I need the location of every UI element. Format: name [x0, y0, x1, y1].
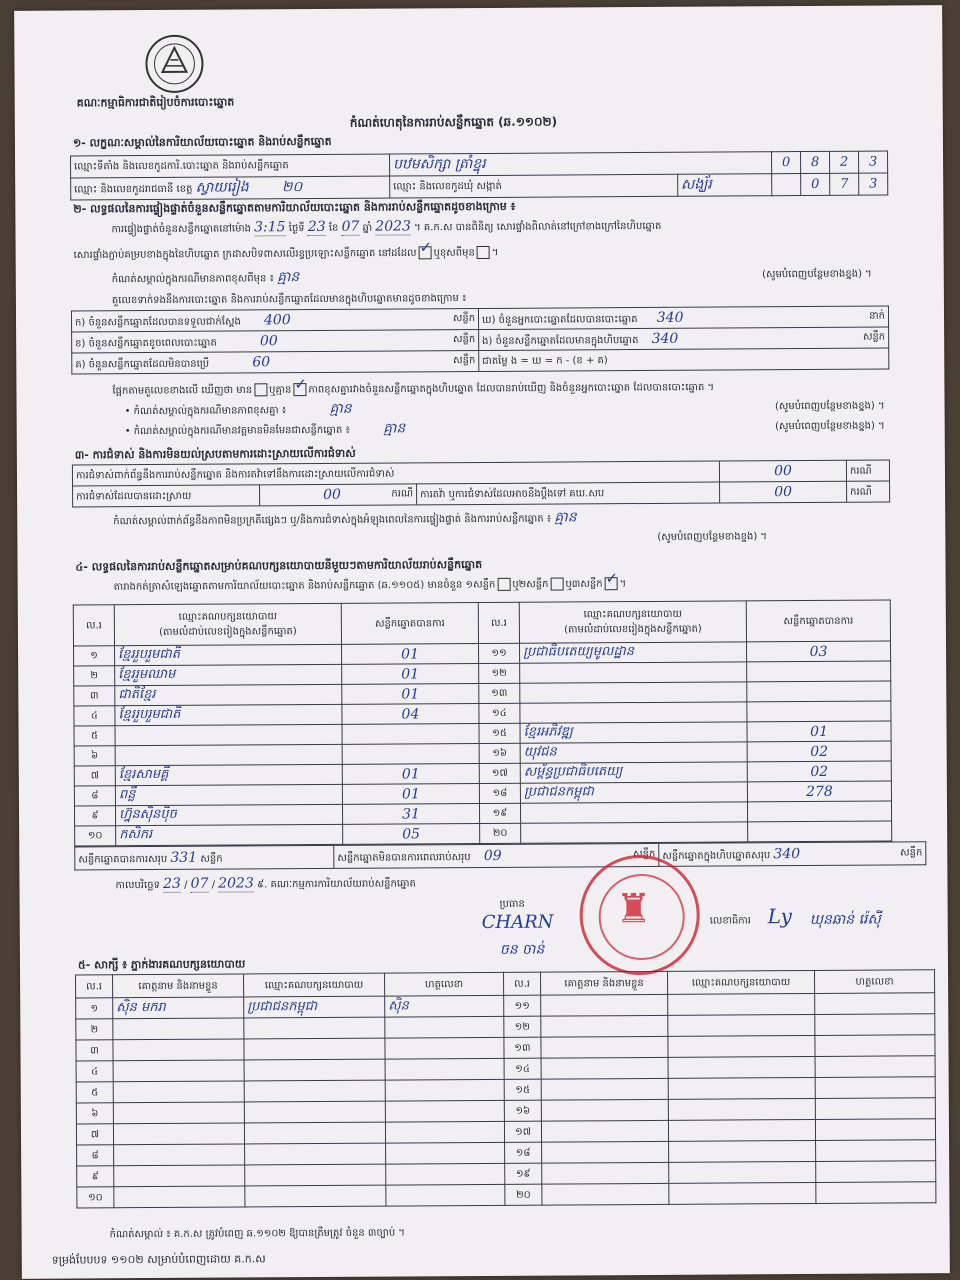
row-no	[74, 786, 115, 806]
party-results-table: ល.រ ឈ្មោះគណបក្សនយោបាយ (តាមលំដាប់លេខរៀងក្នុងសន្លឹកឆ្នោត) សន្លឹកឆ្នោតបានការ ល.រ ឈ្មោះគណបក្សនយោបាយ (តាមលំដាប់លេខរៀងក្នុងសន្លឹកឆ្នោត) សន្លឹកឆ្នោតបានការ ១ ខ្មែររួបរួមជាតិ 01 ១១ ប្រជាធិបតេយ្យមូលដ្ឋាន 03 ២ ខ្មែររួមឈាម 01 ១២ ៣ ជាតិខ្មែរ 01 ១៣ ៤ ខ្មែររួបរួមជាតិ 04 ១៤ ៥ ១៥ ខ្មែរអភិវឌ្ឍ 01 ៦ ១៦ យុវជន 02 ៧ ខ្មែរសាមគ្គី 01 ១៧ សម្ព័ន្ធប្រជាធិបតេយ្យ 02 ៨ ពន្លឺ 01 ១៨ ប្រជាជនកម្ពុជា 278 ៩ ហ្វ៊ុនស៊ិនប៉ិច 31 ១៩ ១០ កសិករ 05 ២០	[73, 600, 892, 847]
secretary-name: ឃុនឆាន់ រ៉េស៊ី	[809, 911, 881, 929]
row-no	[479, 703, 520, 723]
witness-party	[244, 1101, 385, 1123]
party-name	[520, 742, 747, 763]
party-name	[520, 662, 747, 683]
party-votes-text: 31	[402, 805, 421, 822]
witness-party	[245, 1164, 386, 1186]
seal-note: កំណត់សម្គាល់ក្នុងករណីមានភាពខុសពីមុន ៖ គ្មាន (សូមបំពេញបន្ថែមខាងខ្នង) ។	[111, 268, 872, 286]
row-no-text: ៣	[90, 1044, 99, 1056]
row-no	[74, 726, 115, 746]
witness-signature	[385, 1121, 504, 1143]
row-no	[74, 666, 115, 686]
secretary-title: លេខាធិការ	[709, 915, 752, 927]
form-footer: ទម្រង់បែបបទ ១១០២ សម្រាប់បំពេញដោយ គ.ក.ស	[51, 1252, 266, 1267]
party-votes	[342, 744, 479, 765]
complaints-note-end: (សូមបំពេញបន្ថែមខាងខ្នង) ។	[657, 531, 768, 543]
party-name	[115, 744, 342, 765]
date-line: កាលបរិច្ឆេទ 23 / 07 / 2023 ៩. គណៈកម្មការការិយាល័យរាប់សន្លឹកឆ្នោត	[115, 875, 416, 892]
party-votes	[342, 784, 479, 805]
three-sheets-checkbox[interactable]	[605, 577, 618, 590]
row-no-text: ១៤	[492, 707, 507, 719]
party-votes	[342, 644, 479, 665]
witness-party	[244, 1122, 385, 1144]
row-no	[77, 1187, 114, 1208]
row-no	[479, 643, 520, 663]
party-votes-text: 278	[805, 783, 833, 800]
row-no	[505, 1163, 542, 1184]
witness-party	[668, 1014, 815, 1036]
section-3-heading: ៣- ការជំទាស់ និងការមិនយល់ស្របតាមការដោះស្រាយលើការជំទាស់	[74, 446, 356, 462]
row-no-text: ២	[90, 1023, 99, 1035]
row-no-text: ១៩	[492, 807, 508, 819]
witness-name	[542, 1141, 669, 1163]
witness-signature	[386, 1184, 505, 1206]
row-no	[74, 646, 115, 666]
commune-label: ឈ្មោះ និងលេខកូដឃុំ សង្កាត់	[390, 174, 678, 198]
official-stamp: ♜	[579, 855, 700, 976]
party-name	[520, 682, 747, 703]
party-name	[115, 664, 342, 685]
party-name-text: ខ្មែររួបរួមជាតិ	[118, 706, 181, 723]
row-no	[504, 1058, 541, 1079]
party-name	[520, 802, 747, 823]
party-name	[520, 762, 747, 783]
witness-signature	[815, 1014, 935, 1036]
party-name	[115, 724, 342, 745]
witness-signature	[385, 1016, 504, 1038]
party-name-text: ហ្វ៊ុនស៊ិនប៉ិច	[119, 806, 177, 823]
results-summary: សន្លឹកឆ្នោតបានការសរុប 331 សន្លឹក សន្លឹកឆ្នោតមិនបានការពេលរាប់សរុប 09 សន្លឹក សន្លឹកឆ្នោតក្នុងហិបឆ្នោតសរុប 340 សន្លឹក	[74, 841, 926, 870]
party-name	[520, 722, 747, 743]
party-votes	[747, 801, 891, 822]
party-votes	[342, 664, 479, 685]
witness-table: ល.រ គោត្តនាម និងនាមខ្លួន ឈ្មោះគណបក្សនយោបាយ ហត្ថលេខា ល.រ គោត្តនាម និងនាមខ្លួន ឈ្មោះគណបក្សនយោបាយ ហត្ថលេខា ១ ស៊ិន មករា ប្រជាជនកម្ពុជា ស៊ិន ១១ ២ ១២ ៣ ១៣ ៤ ១៤ ៥ ១៥ ៦ ១៦ ៧ ១៧ ៨ ១៨ ៩ ១៩ ១០ ២០	[75, 969, 936, 1208]
party-votes-text: 02	[810, 763, 829, 780]
witness-name	[541, 1057, 668, 1079]
row-no-text: ៨	[91, 1149, 99, 1161]
witness-signature	[815, 993, 935, 1015]
party-name-text: សម្ព័ន្ធប្រជាធិបតេយ្យ	[523, 764, 623, 780]
row-no-text: ១១	[514, 1000, 530, 1012]
witness-party	[669, 1182, 816, 1204]
row-no	[505, 1184, 542, 1205]
witness-party	[669, 1161, 816, 1183]
witness-party	[244, 1059, 385, 1081]
row-no	[504, 1079, 541, 1100]
witness-signature-text: ស៊ិន	[388, 997, 409, 1014]
party-votes-text: 04	[401, 705, 420, 722]
party-name	[115, 784, 342, 805]
row-no	[479, 783, 520, 803]
row-no-text: ៧	[90, 770, 99, 782]
row-no-text: ១៨	[492, 787, 508, 799]
section-2-heading: ២- លទ្ធផលនៃការផ្ទៀងផ្ទាត់ចំនួនសន្លឹកឆ្នោតតាមការិយាល័យបោះឆ្នោត និងការរាប់សន្លឹកឆ្នោតដូចខាងក្រោម ៖	[73, 199, 516, 216]
witness-name	[113, 1018, 244, 1040]
row-no-text: ៤	[91, 1065, 99, 1077]
complaints-table: ការជំទាស់ពាក់ព័ន្ធនឹងការរាប់សន្លឹកឆ្នោត និងការតវ៉ាទៅនឹងការដោះស្រាយលើការជំទាស់ 00 ករណី ការជំទាស់ដែលបានដោះស្រាយ 00 ករណី ការតវ៉ា ឬការជំទាស់ដែលអាចនឹងប្តឹងទៅ គឃ.សប 00 ករណី	[72, 460, 890, 508]
row-no	[76, 1040, 113, 1061]
row-no-text: ១៥	[492, 727, 507, 739]
secretary-signature: Ly	[767, 904, 792, 929]
witness-name	[541, 1015, 668, 1037]
witness-signature	[386, 1142, 505, 1164]
location-label: ឈ្មោះទីតាំង និងលេខកូដការិ.បោះឆ្នោត និងរាប់សន្លឹកឆ្នោត	[71, 154, 390, 178]
party-votes-text: 01	[401, 645, 420, 662]
row-no-text: ៨	[91, 790, 99, 802]
party-name-text: ជាតិខ្មែរ	[118, 686, 156, 703]
row-no-text: ២០	[516, 1189, 531, 1201]
witness-party	[668, 1098, 815, 1120]
row-no-text: ៦	[91, 750, 99, 762]
row-no	[479, 763, 520, 783]
party-votes	[342, 764, 479, 785]
location-value: បឋមសិក្សា ត្រាំខ្នុរ	[390, 152, 772, 176]
row-no	[479, 663, 520, 683]
row-no	[504, 1037, 541, 1058]
witness-signature	[815, 1098, 935, 1120]
form-page	[14, 5, 950, 1279]
witness-name	[541, 1099, 668, 1121]
section-5-heading: ៥- សាក្សី ៖ ភ្នាក់ងារគណបក្សនយោបាយ	[77, 957, 246, 972]
one-sheet-checkbox[interactable]	[497, 578, 510, 591]
two-sheets-checkbox[interactable]	[550, 578, 563, 591]
party-name	[520, 702, 747, 723]
witness-name	[113, 1081, 244, 1103]
row-no-text: ៧	[90, 1128, 100, 1140]
party-name	[115, 644, 342, 665]
discrepancy-line: ផ្អែកតាមតួលេខខាងលើ ឃើញថា មាន ឬគ្មាន✓ ភាពខុសគ្នារវាងចំនួនសន្លឹកឆ្នោតក្នុងហិបឆ្នោត ដែលបានរាប់ឃើញ និងចំនួនអ្នកបោះឆ្នោត ដែលបានបោះឆ្នោត ។	[112, 381, 714, 398]
row-no-text: ៥	[90, 730, 99, 742]
witness-name	[542, 1183, 669, 1205]
party-name	[520, 782, 747, 803]
row-no	[74, 706, 115, 726]
non-ballot-note: • កំណត់សម្គាល់ក្នុងករណីមានវត្តមានមិនមែនជាសន្លឹកឆ្នោត ៖ គ្មាន (សូមបំពេញបន្ថែមខាងខ្នង) ។	[124, 420, 885, 438]
row-no-text: ២	[90, 670, 99, 682]
party-votes	[747, 681, 891, 702]
party-votes-text: 03	[809, 643, 828, 660]
party-votes	[342, 724, 479, 745]
row-no	[76, 998, 113, 1019]
witness-name	[113, 1039, 244, 1061]
row-no-text: ១៤	[515, 1063, 530, 1075]
row-no-text: ១៨	[515, 1147, 531, 1159]
tally-sheet-line: តារាងកត់ត្រាសំឡេងឆ្នោតតាមការិយាល័យបោះឆ្នោត និងរាប់សន្លឹកឆ្នោត (ឆ.១១០៥) មានចំនួន ១សន្លឹក ឬ២សន្លឹក ឬ៣សន្លឹក✓ ។	[114, 577, 627, 594]
party-votes-text: 05	[402, 825, 421, 842]
row-no-text: ៦	[91, 1107, 99, 1119]
row-no	[504, 995, 541, 1016]
row-no	[504, 1100, 541, 1121]
witness-body	[76, 993, 936, 1208]
witness-signature	[816, 1161, 936, 1183]
row-no-text: ៣	[90, 690, 99, 702]
chair-title: ប្រធាន	[499, 898, 525, 910]
row-no-text: ១៣	[514, 1042, 531, 1054]
party-name-text: ខ្មែរសាមគ្គី	[118, 766, 169, 783]
witness-party	[668, 1077, 815, 1099]
witness-signature	[815, 1077, 935, 1099]
row-no-text: ១	[90, 650, 98, 662]
row-no-text: ១៧	[515, 1126, 531, 1138]
row-no	[76, 1061, 113, 1082]
witness-party	[668, 993, 815, 1015]
party-name-text: ខ្មែរអភិវឌ្ឍ	[523, 724, 573, 740]
row-no-text: ១	[90, 1002, 99, 1014]
no-discrepancy-checkbox[interactable]	[293, 383, 306, 396]
has-discrepancy-checkbox[interactable]	[254, 383, 267, 396]
party-votes-text: 01	[810, 723, 829, 740]
party-name-text: យុវជន	[523, 744, 557, 760]
footer-note: កំណត់សម្គាល់ ៖ គ.ក.ស ត្រូវបំពេញ ឆ.១១០២ ឱ្យបានត្រឹមត្រូវ ចំនួន ៣ច្បាប់ ។	[109, 1227, 405, 1241]
party-votes	[748, 821, 892, 842]
chair-signature: CHARN	[481, 911, 554, 934]
discrepancy-note: • កំណត់សម្គាល់ក្នុងករណីមានភាពខុសគ្នា ៖ គ្មាន (សូមបំពេញបន្ថែមខាងខ្នង) ។	[124, 400, 885, 418]
witness-name	[541, 1078, 668, 1100]
witness-row	[77, 1182, 936, 1208]
witness-name	[541, 1120, 668, 1142]
row-no	[479, 723, 520, 743]
row-no-text: ៤	[90, 710, 99, 722]
party-votes	[747, 641, 891, 662]
org-name: គណៈកម្មាធិការជាតិរៀបចំការបោះឆ្នោត	[76, 95, 235, 110]
party-name	[521, 822, 748, 843]
party-name	[520, 642, 747, 663]
row-no	[74, 746, 115, 766]
row-no	[479, 683, 520, 703]
witness-signature	[816, 1182, 936, 1204]
witness-signature	[816, 1140, 936, 1162]
row-no	[504, 1016, 541, 1037]
row-no-text: ៩	[91, 1170, 99, 1182]
row-no-text: ១១	[491, 647, 507, 659]
row-no	[505, 1142, 542, 1163]
witness-name-text: ស៊ិន មករា	[116, 999, 166, 1015]
party-votes-text: 01	[401, 785, 420, 802]
row-no	[76, 1124, 113, 1145]
row-no-text: ១២	[491, 667, 507, 679]
party-votes	[747, 781, 891, 802]
row-no	[76, 1082, 113, 1103]
row-no	[74, 766, 115, 786]
row-no-text: ១៦	[492, 747, 508, 759]
witness-signature	[815, 1119, 935, 1141]
row-no-text: ៥	[91, 1086, 99, 1098]
row-no	[74, 806, 115, 826]
party-name-text: កសិករ	[119, 827, 153, 843]
witness-signature	[386, 1163, 505, 1185]
party-name-text: ប្រជាជនកម្ពុជា	[523, 784, 594, 800]
witness-party	[244, 1017, 385, 1039]
party-votes	[747, 761, 891, 782]
party-votes-text: 01	[401, 685, 420, 702]
witness-party	[245, 1185, 386, 1207]
witness-party	[245, 1143, 386, 1165]
witness-party	[668, 1035, 815, 1057]
location-table: ឈ្មោះទីតាំង និងលេខកូដការិ.បោះឆ្នោត និងរាប់សន្លឹកឆ្នោត បឋមសិក្សា ត្រាំខ្នុរ 0 8 2 3 ឈ្មោះ និងលេខកូដរាជធានី ខេត្ត ស្វាយរៀង ២០ ឈ្មោះ និងលេខកូដឃុំ សង្កាត់ សង្ឃ័រ 0 7 3	[70, 151, 888, 201]
witness-name	[113, 1060, 244, 1082]
party-name	[115, 804, 342, 825]
verification-line: ការផ្ទៀងផ្ទាត់ចំនួនសន្លឹកឆ្នោតនៅម៉ោង 3:15 ថ្ងៃទី 23 ខែ 07 ឆ្នាំ 2023 ។ គ.ក.ស បានពិនិត្យ សោរផ្ទាំងពិលាត់នៅក្រៅខាងក្រៅនៃហិបឆ្នោត	[111, 218, 662, 236]
party-name-text: ខ្មែររួបរួមជាតិ	[118, 646, 181, 663]
row-no	[77, 1166, 114, 1187]
changed-checkbox[interactable]	[477, 246, 490, 259]
row-no-text: ២០	[492, 827, 508, 839]
party-votes	[343, 824, 480, 845]
row-no	[75, 826, 116, 846]
row-no-text: ១៩	[515, 1168, 531, 1180]
party-votes	[747, 661, 891, 682]
row-no	[76, 1103, 113, 1124]
witness-party	[244, 996, 385, 1018]
form-title: កំណត់ហេតុនៃការរាប់សន្លឹកឆ្នោត (ឆ.១១០២)	[349, 114, 558, 130]
party-votes	[342, 704, 479, 725]
province-label: ឈ្មោះ និងលេខកូដរាជធានី ខេត្ត ស្វាយរៀង ២០	[71, 176, 390, 200]
row-no-text: ១២	[514, 1021, 530, 1033]
figures-intro: តួលេខទាក់ទងនឹងការបោះឆ្នោត និងការរាប់សន្លឹកឆ្នោតដែលមានក្នុងហិបឆ្នោតមានដូចខាងក្រោម ៖	[111, 293, 467, 307]
witness-signature	[385, 1100, 504, 1122]
party-name	[115, 684, 342, 705]
section-4-heading: ៤- លទ្ធផលនៃការរាប់សន្លឹកឆ្នោតសម្រាប់គណបក្សនយោបាយនីមួយៗតាមការិយាល័យរាប់សន្លឹកឆ្នោត	[75, 557, 483, 574]
row-no	[479, 803, 520, 823]
row-no-text: ១៣	[491, 687, 508, 699]
complaints-note: កំណត់សម្គាល់ពាក់ព័ន្ធនឹងភាពមិនប្រក្រតីផ្សេងៗ ឬ/និងការជំទាស់ក្នុងអំឡុងពេលនៃការផ្ទៀងផ្ទាត់ និងការរាប់សន្លឹកឆ្នោត ៖ គ្មាន	[113, 509, 577, 528]
witness-name	[113, 997, 244, 1019]
witness-party	[669, 1140, 816, 1162]
party-votes	[342, 804, 479, 825]
nec-emblem-icon	[142, 32, 206, 96]
witness-name	[114, 1165, 245, 1187]
section-1-heading: ១- លក្ខណៈសម្គាល់នៃការិយាល័យបោះឆ្នោត និងរាប់សន្លឹកឆ្នោត	[72, 134, 332, 150]
party-name	[116, 824, 343, 845]
row-no-text: ១០	[87, 830, 103, 842]
party-votes-text: 02	[810, 743, 829, 760]
unchanged-checkbox[interactable]	[419, 246, 432, 259]
witness-name	[114, 1186, 245, 1208]
party-name	[115, 704, 342, 725]
party-name-text: ខ្មែររួមឈាម	[118, 666, 176, 683]
witness-signature	[385, 1079, 504, 1101]
witness-signature	[385, 995, 504, 1017]
row-no-text: ៩	[91, 810, 99, 822]
chair-name: ចន ចាន់	[499, 941, 545, 958]
witness-party	[244, 1038, 385, 1060]
party-votes-text: 01	[401, 665, 420, 682]
party-votes-text: 01	[401, 765, 420, 782]
witness-name	[114, 1144, 245, 1166]
row-no	[479, 743, 520, 763]
row-no-text: ១៧	[491, 767, 508, 779]
witness-name	[541, 994, 668, 1016]
row-no-text: ១៥	[515, 1084, 531, 1096]
witness-name	[113, 1102, 244, 1124]
party-name	[115, 764, 342, 785]
witness-signature	[815, 1035, 935, 1057]
witness-party	[668, 1056, 815, 1078]
party-votes	[747, 741, 891, 762]
witness-signature	[385, 1037, 504, 1059]
party-name-text: ប្រជាធិបតេយ្យមូលដ្ឋាន	[523, 644, 635, 660]
party-votes	[747, 701, 891, 722]
row-no	[504, 1121, 541, 1142]
witness-name	[113, 1123, 244, 1145]
witness-signature	[815, 1056, 935, 1078]
witness-party	[244, 1080, 385, 1102]
witness-signature	[385, 1058, 504, 1080]
party-name-text: ពន្លឺ	[118, 787, 136, 803]
formula: ជាតម្លៃ ង = ឃ = ក - (ខ + គ)	[479, 348, 889, 372]
party-votes	[342, 684, 479, 705]
ballot-figures-table: ក) ចំនួនសន្លឹកឆ្នោតដែលបានទទួលជាក់ស្តែង 400 សន្លឹក ឃ) ចំនួនអ្នកបោះឆ្នោតដែលបានបោះឆ្នោត 340 នាក់ ខ) ចំនួនសន្លឹកឆ្នោតខូចពេលបោះឆ្នោត 00 សន្លឹក ង) ចំនួនសន្លឹកឆ្នោតដែលមានក្នុងហិបឆ្នោត 340 សន្លឹក គ) ចំនួនសន្លឹកឆ្នោតដែលមិនបានប្រើ 60 សន្លឹក ជាតម្លៃ ង = ឃ = ក - (ខ + គ)	[71, 306, 889, 375]
witness-name	[542, 1162, 669, 1184]
party-votes	[747, 721, 891, 742]
party-results-body	[74, 641, 892, 846]
row-no-text: ១៦	[515, 1105, 531, 1117]
witness-party-text: ប្រជាជនកម្ពុជា	[247, 998, 318, 1014]
row-no	[77, 1145, 114, 1166]
row-no	[480, 823, 521, 843]
row-no	[76, 1019, 113, 1040]
witness-name	[541, 1036, 668, 1058]
seal-line: សោរផ្ទាំងភ្ជាប់គម្របខាងក្នុងនៃហិបឆ្នោត ក្រដាសបិទពាសលើរន្ធប្រឡោះសន្លឹកឆ្នោត នៅដដែល✓ ឬខុសពីមុន ។	[74, 246, 499, 262]
witness-party	[668, 1119, 815, 1141]
row-no-text: ១០	[88, 1191, 103, 1203]
row-no	[74, 686, 115, 706]
